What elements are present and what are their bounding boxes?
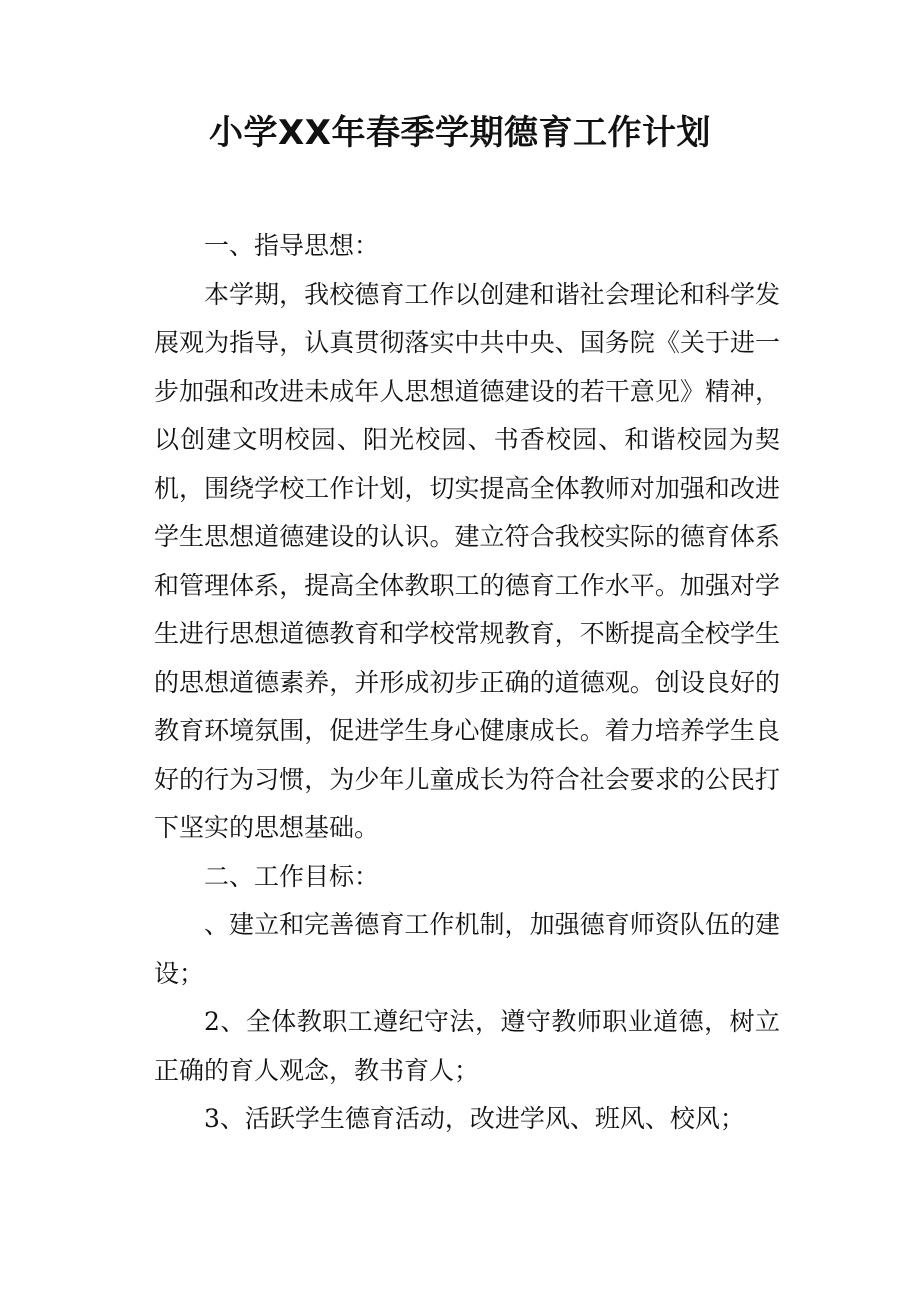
document-title: 小学XX年春季学期德育工作计划 bbox=[209, 113, 711, 153]
document-body bbox=[154, 222, 780, 1144]
section-heading-work-goals: 二、工作目标： bbox=[204, 861, 380, 891]
goal-item-3: 3、活跃学生德育活动，改进学风、班风、校风； bbox=[204, 1104, 745, 1133]
goal-item-1: 、建立和完善德育工作机制，加强德育师资队伍的建设； bbox=[154, 910, 780, 988]
section-heading-guiding-ideology: 一、指导思想： bbox=[204, 231, 380, 260]
goal-item-2: 2、全体教职工遵纪守法，遵守教师职业道德，树立正确的育人观念，教书育人； bbox=[154, 1007, 780, 1085]
paragraph-guiding-ideology: 本学期，我校德育工作以创建和谐社会理论和科学发展观为指导，认真贯彻落实中共中央、国务院《关于进一步加强和改进未成年人思想道德建设的若干意见》精神，以创建文明校园、阳光校园、书香校园、和谐校园为契机，围绕学校工作计划，切实提高全体教师对加强和改进学生思想道德建设的认识。建立符合我校实际的德育体系和管理体系，提高全体教职工的德育工作水平。加强对学生进行思想道德教育和学校常规教育，不断提高全校学生的思想道德素养，并形成初步正确的道德观。创设良好的教育环境氛围，促进学生身心健康成长。着力培养学生良好的行为习惯，为少年儿童成长为符合社会要求的公民打下坚实的思想基础。 bbox=[154, 279, 780, 842]
